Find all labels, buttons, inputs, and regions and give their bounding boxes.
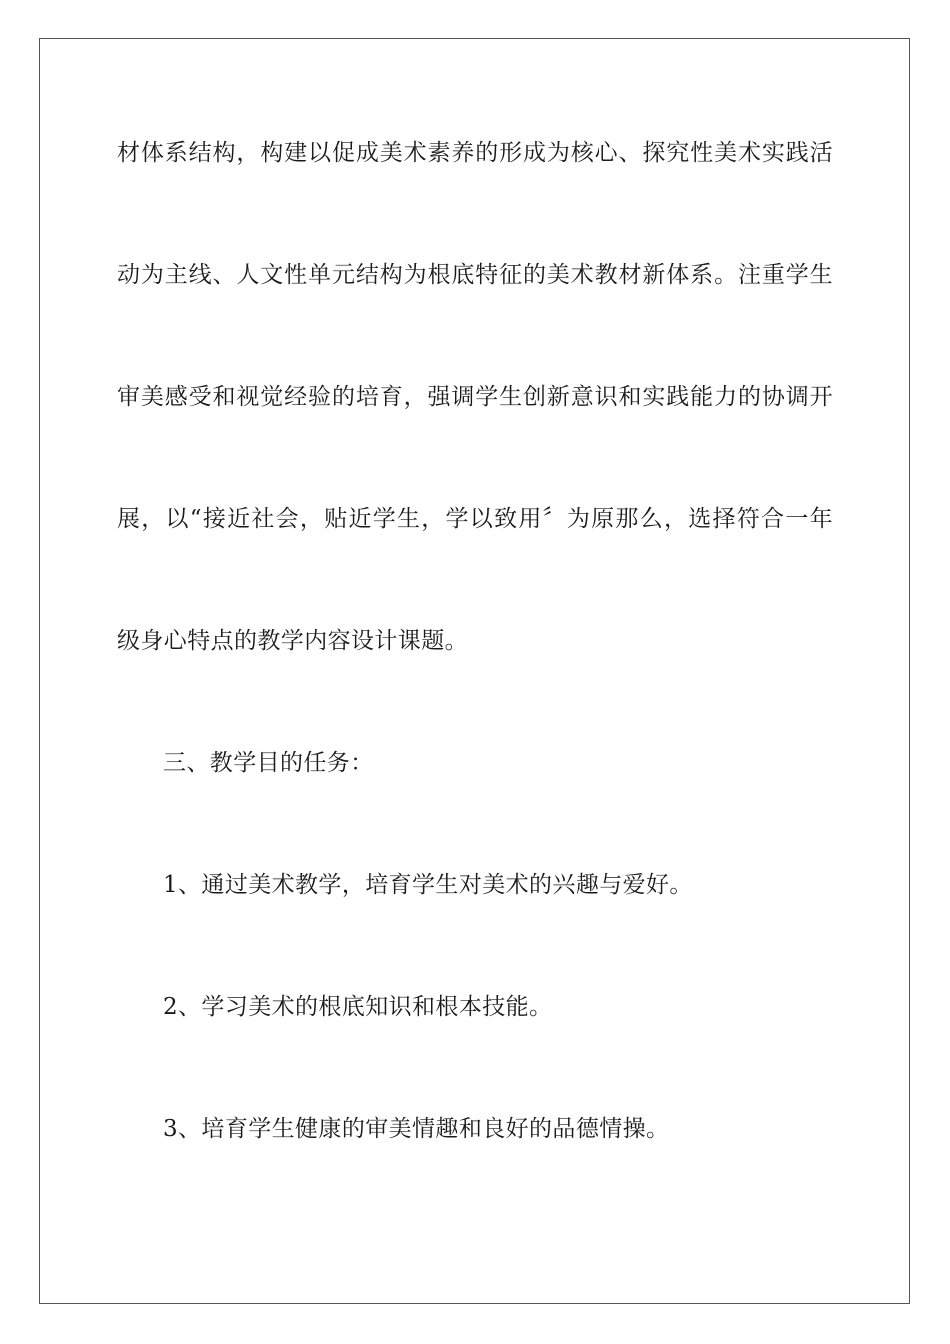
- task-item: 3、培育学生健康的审美情趣和良好的品德情操。: [163, 1116, 670, 1142]
- paragraph-line: 展，以“接近社会，贴近学生，学以致用〞为原那么，选择符合一年: [117, 506, 833, 532]
- section-heading: 三、教学目的任务：: [163, 750, 374, 776]
- task-item: 1、通过美术教学，培育学生对美术的兴趣与爱好。: [163, 872, 693, 898]
- paragraph-line: 材体系结构，构建以促成美术素养的形成为核心、探究性美术实践活: [117, 140, 833, 166]
- paragraph-line: 动为主线、人文性单元结构为根底特征的美术教材新体系。注重学生: [117, 262, 833, 288]
- paragraph-line: 审美感受和视觉经验的培育，强调学生创新意识和实践能力的协调开: [117, 384, 833, 410]
- paragraph-line: 级身心特点的教学内容设计课题。: [117, 628, 468, 654]
- task-item: 2、学习美术的根底知识和根本技能。: [163, 994, 553, 1020]
